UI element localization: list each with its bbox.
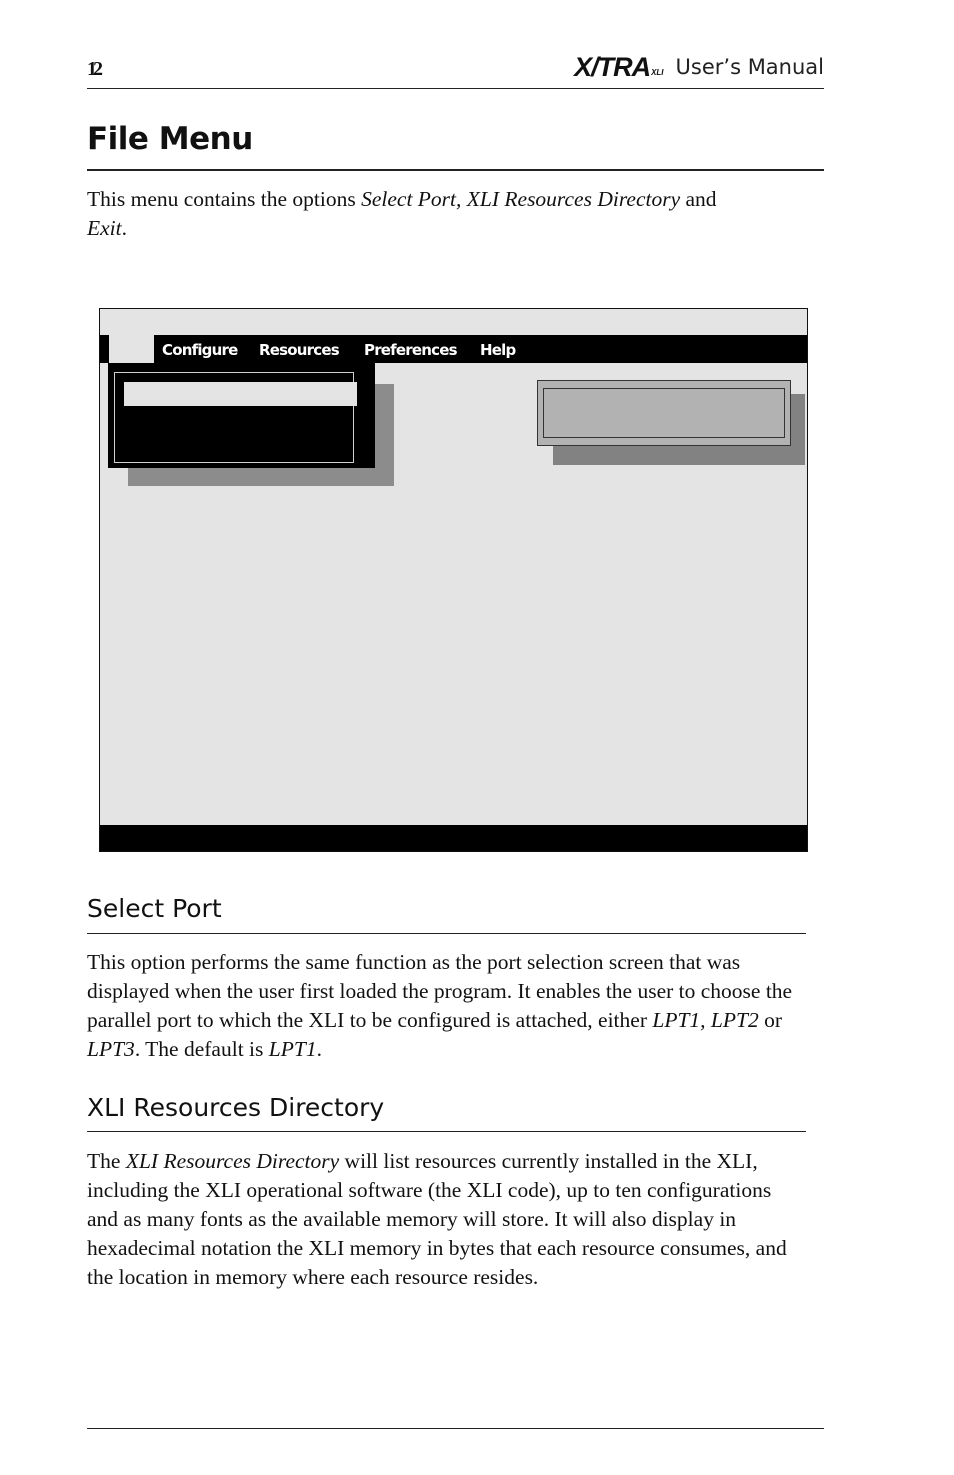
intro-exit: Exit	[87, 216, 122, 240]
select-port-text-4: .	[316, 1037, 322, 1061]
resources-dir-text-2: will list resources currently installed in the XLI, including the XLI operational software (the XLI code), up to ten configurations and as many fonts as the available memory will store. It will also display in hexadecimal notation the XLI memory in bytes that each resource consumes, and the location in memory where each resource resides.	[87, 1149, 787, 1289]
resources-dir-text-1: The	[87, 1149, 126, 1173]
page-number: 12	[87, 58, 99, 80]
xtra-logo-suffix: XLI	[651, 68, 664, 77]
menu-preferences[interactable]: Preferences	[364, 341, 457, 359]
menu-configure[interactable]: Configure	[162, 341, 238, 359]
select-port-text-3: . The default is	[134, 1037, 269, 1061]
menu-help[interactable]: Help	[480, 341, 516, 359]
resources-dir-name: XLI Resources Directory	[125, 1149, 340, 1173]
status-box	[537, 380, 791, 446]
menu-bar	[100, 335, 807, 363]
intro-text-1: This menu contains the options	[87, 187, 362, 211]
select-port-ports: LPT1, LPT2	[652, 1008, 759, 1032]
xtra-logo: X/TRA	[574, 52, 651, 82]
page-header	[87, 52, 824, 89]
select-port-default: LPT1	[268, 1037, 317, 1061]
select-port-text-1: This option performs the same function as the port selection screen that was displayed when the user first loaded the program. It enables the user to choose the parallel port to which the XLI to be configured is attached, either	[87, 950, 793, 1032]
status-box-frame	[543, 388, 785, 438]
select-port-paragraph	[87, 948, 817, 1064]
section-title: File Menu	[87, 121, 824, 171]
resources-dir-paragraph	[87, 1147, 787, 1292]
intro-paragraph	[87, 185, 817, 243]
resources-dir-heading: XLI Resources Directory	[87, 1093, 806, 1132]
app-screenshot	[99, 308, 808, 852]
manual-title: User’s Manual	[675, 55, 824, 79]
intro-options: Select Port, XLI Resources Directory	[361, 187, 681, 211]
intro-text-2: and	[680, 187, 717, 211]
select-port-text-2: or	[758, 1008, 783, 1032]
brand	[574, 54, 824, 80]
menu-resources[interactable]: Resources	[259, 341, 339, 359]
status-bar	[100, 825, 807, 851]
select-port-lpt3: LPT3	[87, 1037, 135, 1061]
intro-text-3: .	[121, 216, 127, 240]
select-port-heading: Select Port	[87, 894, 806, 934]
file-menu-gap	[109, 335, 154, 363]
dropdown-selected-item[interactable]	[124, 382, 357, 406]
footer-rule	[87, 1428, 824, 1429]
